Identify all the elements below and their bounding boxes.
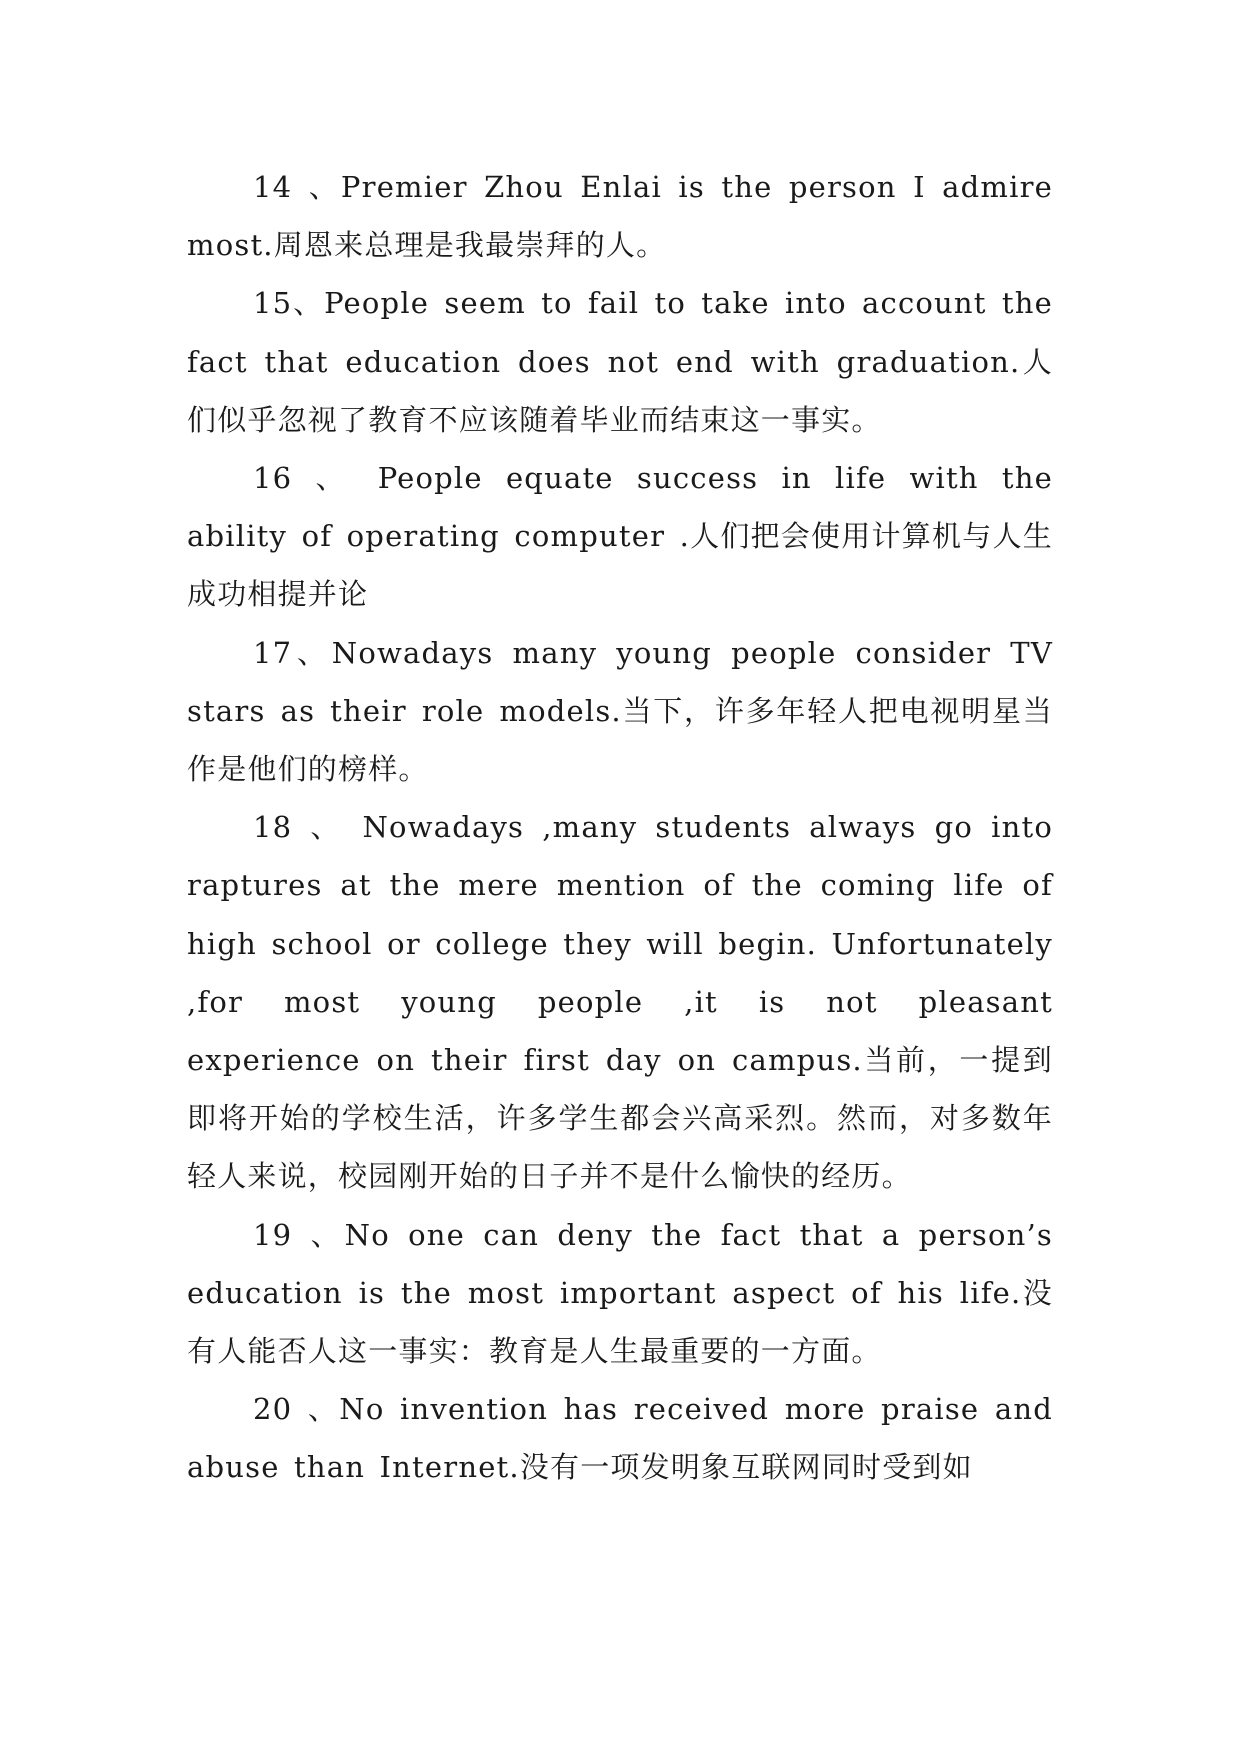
paragraph-15: 15、People seem to fail to take into account the fact that education does not end with graduation.人们似乎忽视了教育不应该随着毕业而结束这一事实。 <box>187 286 1053 437</box>
paragraph-17: 17、Nowadays many young people consider TV stars as their role models.当下，许多年轻人把电视明星当作是他们的榜样。 <box>187 635 1053 787</box>
paragraph-18: 18 、 Nowadays ,many students always go into raptures at the mere mention of the coming life of high school or college they will begin. Unfortunately ,for most young people ,it is not pleasant experience on their first day on campus.当前，一提到即将开始的学校生活，许多学生都会兴高采烈。然而，对多数年轻人来说，校园刚开始的日子并不是什么愉快的经历。 <box>187 810 1053 1194</box>
paragraph-20: 20 、No invention has received more praise and abuse than Internet.没有一项发明象互联网同时受到如 <box>187 1392 1053 1485</box>
paragraph-14: 14 、Premier Zhou Enlai is the person I admire most.周恩来总理是我最崇拜的人。 <box>187 170 1053 263</box>
paragraph-16: 16 、 People equate success in life with the ability of operating computer .人们把会使用计算机与人生成功相提并论 <box>187 461 1053 612</box>
paragraph-19: 19 、No one can deny the fact that a person’s education is the most important aspect of his life.没有人能否人这一事实：教育是人生最重要的一方面。 <box>187 1217 1053 1369</box>
document-page <box>187 158 1053 1497</box>
